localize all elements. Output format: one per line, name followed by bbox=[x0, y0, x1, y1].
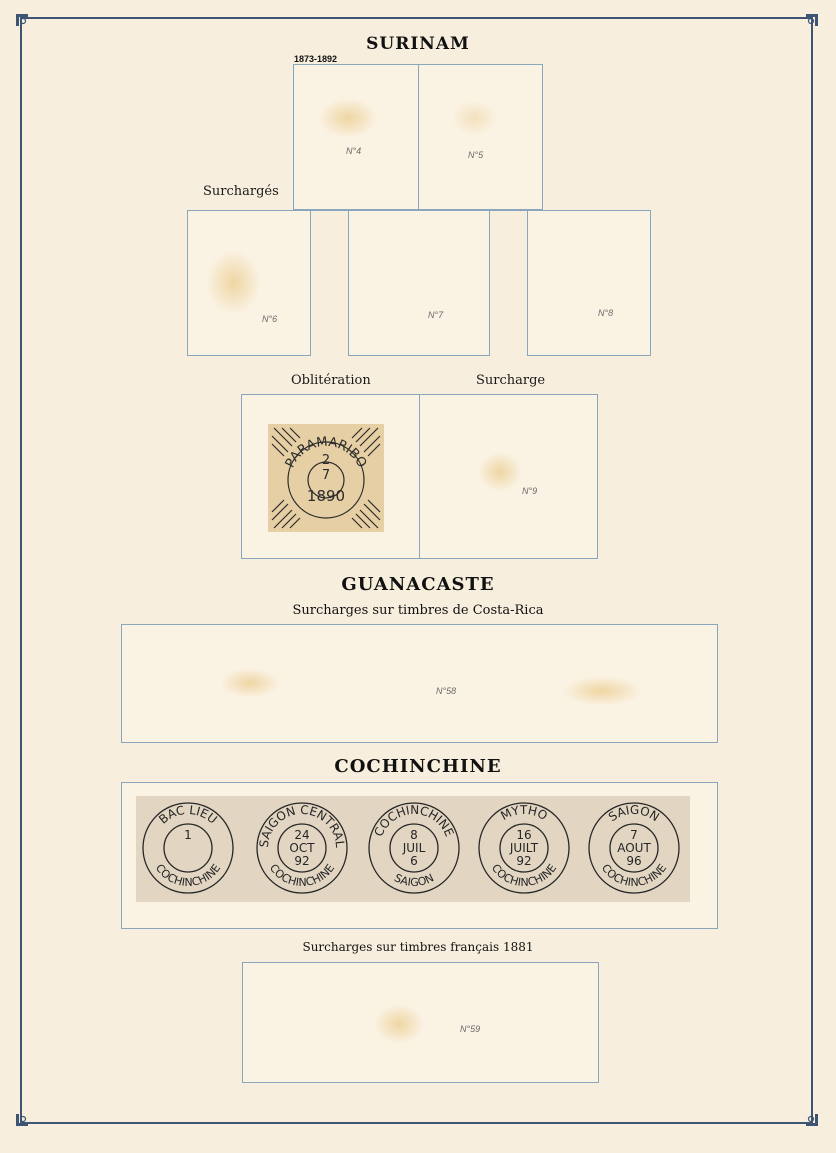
postmark-date-line2: AOUT bbox=[617, 841, 651, 855]
postmark-date-line3: 92 bbox=[516, 854, 532, 868]
catalog-note: N°4 bbox=[346, 146, 362, 156]
postmark-date-line1: 24 bbox=[294, 828, 310, 842]
corner-ornament-icon bbox=[804, 12, 820, 28]
catalog-note: N°7 bbox=[428, 310, 444, 320]
postmark-date-line2: JUIL bbox=[402, 841, 426, 855]
postmark-date bbox=[318, 453, 334, 483]
section-title-cochinchine: COCHINCHINE bbox=[334, 756, 502, 777]
catalog-note: N°9 bbox=[522, 486, 538, 496]
overprint-label: Surcharge bbox=[476, 373, 546, 388]
period-label: 1873-1892 bbox=[294, 54, 338, 64]
cancellation-label: Oblitération bbox=[291, 373, 371, 388]
postmark-top-text: SAIGON CENTRAL bbox=[256, 802, 348, 849]
postmark-date-line1: 1 bbox=[184, 828, 192, 842]
postmark-date-line2: JUILT bbox=[509, 841, 539, 855]
hinge-stain bbox=[478, 452, 522, 492]
postmark-top-text: COCHINCHINE bbox=[371, 802, 457, 839]
stamp-slot bbox=[527, 210, 651, 356]
postmark-cancel bbox=[584, 798, 684, 898]
postmark-year: 1890 bbox=[306, 487, 346, 505]
hinge-stain bbox=[562, 676, 642, 706]
postmark-day: 2 bbox=[321, 453, 331, 468]
section-subtitle-cochinchine: Surcharges sur timbres français 1881 bbox=[302, 940, 534, 954]
catalog-note: N°58 bbox=[436, 686, 457, 696]
postmark-date-line3: 96 bbox=[626, 854, 642, 868]
hinge-stain bbox=[374, 1004, 424, 1044]
postmark-date-line3: 92 bbox=[294, 854, 310, 868]
postmark-bottom-text: COCHINCHINE bbox=[598, 861, 670, 890]
catalog-note: N°59 bbox=[460, 1024, 481, 1034]
postmark-date-line3: 6 bbox=[410, 854, 418, 868]
postmark-top-text: SAIGON bbox=[605, 802, 662, 825]
postmark-date-line1: 8 bbox=[410, 828, 418, 842]
postmark-cancel bbox=[364, 798, 464, 898]
postmark-town: PARAMARIBO bbox=[282, 434, 370, 471]
postmark-top-text: MYTHO bbox=[498, 802, 550, 824]
stamp-slot bbox=[418, 64, 543, 210]
hinge-stain bbox=[452, 100, 497, 136]
corner-ornament-icon bbox=[14, 1112, 30, 1128]
postmark-cancel bbox=[252, 798, 352, 898]
postmark-date-line2: OCT bbox=[289, 841, 315, 855]
hinge-stain bbox=[206, 250, 261, 315]
section-title-surinam: SURINAM bbox=[366, 34, 470, 54]
overprints-label: Surchargés bbox=[203, 184, 279, 199]
postmark-bottom-text: COCHINCHINE bbox=[488, 861, 560, 890]
box-divider bbox=[293, 210, 543, 211]
postmark-month: 7 bbox=[321, 468, 331, 483]
stamp-slot bbox=[348, 210, 490, 356]
postmark-bottom-text: COCHINCHINE bbox=[266, 861, 338, 890]
postmark-bottom-text: COCHINCHINE bbox=[152, 861, 224, 890]
postmark-date-line1: 16 bbox=[516, 828, 532, 842]
corner-ornament-icon bbox=[14, 12, 30, 28]
postmark-date-line1: 7 bbox=[630, 828, 638, 842]
catalog-note: N°6 bbox=[262, 314, 278, 324]
corner-ornament-icon bbox=[804, 1112, 820, 1128]
section-title-guanacaste: GUANACASTE bbox=[341, 574, 495, 595]
hinge-stain bbox=[318, 98, 378, 138]
postmark-cancel bbox=[474, 798, 574, 898]
catalog-note: N°8 bbox=[598, 308, 614, 318]
catalog-note: N°5 bbox=[468, 150, 484, 160]
section-subtitle-guanacaste: Surcharges sur timbres de Costa-Rica bbox=[292, 603, 544, 618]
postmark-top-text: BAC LIEU bbox=[156, 802, 220, 827]
hinge-stain bbox=[220, 668, 280, 698]
postmark-cancel bbox=[138, 798, 238, 898]
postmark-bottom-text: SAIGON bbox=[392, 871, 436, 890]
